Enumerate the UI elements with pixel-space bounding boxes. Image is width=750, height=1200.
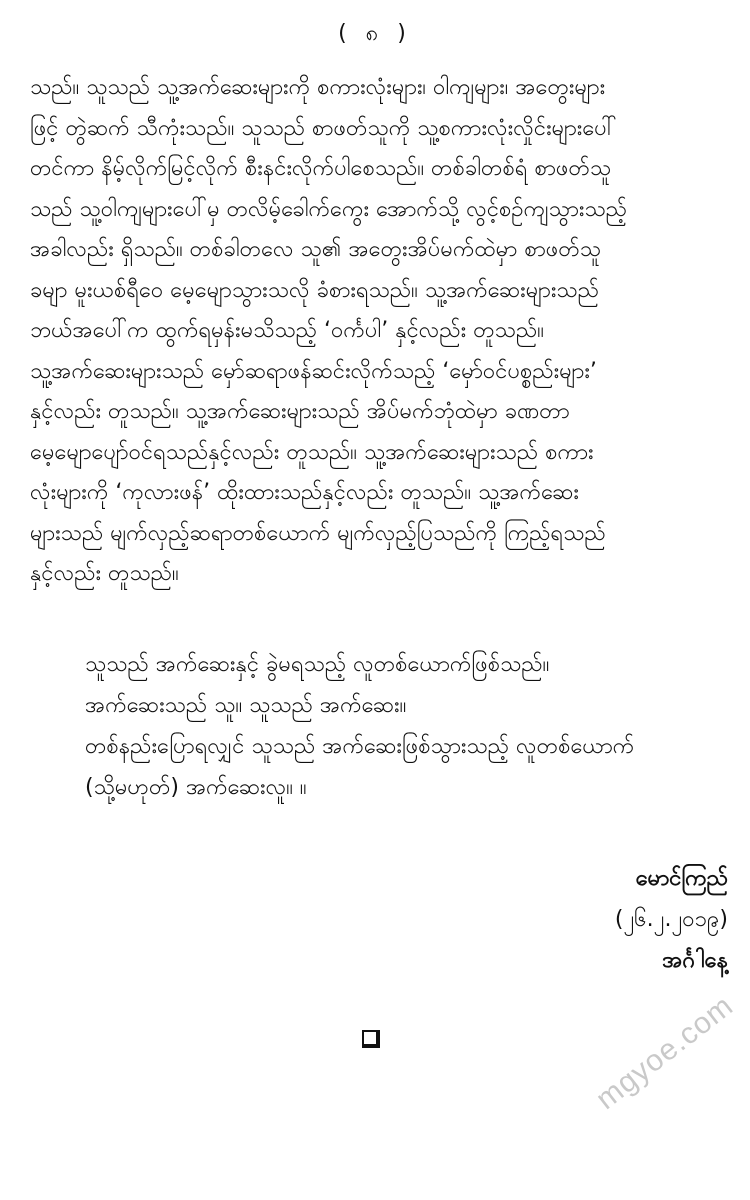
body-line: သည် သူ့ဝါကျများပေါ်မှ တလိမ့်ခေါက်ကွေး အောက်သို့ လွင့်စဉ်ကျသွားသည့် — [30, 196, 628, 222]
body-line: တင်ကာ နိမ့်လိုက်မြင့်လိုက် စီးနင်းလိုက်ပါစေသည်။ တစ်ခါတစ်ရံ စာဖတ်သူ — [30, 156, 612, 181]
signature-date: (၂၆.၂.၂၀၁၉) — [614, 907, 728, 932]
body-line: နှင့်လည်း တူသည်။ — [30, 561, 179, 586]
body-line: ဖြင့် တွဲဆက် သီကုံးသည်။ သူသည် စာဖတ်သူကို သူ့စကားလုံးလှိုင်းများပေါ် — [30, 115, 617, 141]
body-line: ခမျာ မူးယစ်ရီဝေ မေ့မျောသွားသလို ခံစားရသည်။ သူ့အက်ဆေးများသည် — [30, 277, 599, 303]
body-line: အခါလည်း ရှိသည်။ တစ်ခါတလေ သူ၏ အတွေးအိပ်မက်ထဲမှာ စာဖတ်သူ — [30, 237, 602, 262]
body-line: သူ့အက်ဆေးများသည် မှော်ဆရာဖန်ဆင်းလိုက်သည့် ‘မှော်ဝင်ပစ္စည်းများ’ — [30, 358, 597, 384]
verse-line: (သို့မဟုတ်) အက်ဆေးလူ။ ။ — [85, 775, 307, 800]
verse-line: တစ်နည်းပြောရလျှင် သူသည် အက်ဆေးဖြစ်သွားသည့် လူတစ်ယောက် — [85, 734, 635, 759]
body-line: နှင့်လည်း တူသည်။ သူ့အက်ဆေးများသည် အိပ်မက်ဘုံထဲမှာ ခဏတာ — [30, 399, 570, 424]
body-line: များသည် မျက်လှည့်ဆရာတစ်ယောက် မျက်လှည့်ပြသည်ကို ကြည့်ရသည် — [30, 520, 606, 546]
signature-day: အင်္ဂါနေ့ — [662, 948, 728, 973]
verse-line: အက်ဆေးသည် သူ။ သူသည် အက်ဆေး။ — [85, 693, 407, 718]
verse-line: သူသည် အက်ဆေးနှင့် ခွဲမရသည့် လူတစ်ယောက်ဖြစ်သည်။ — [85, 652, 550, 677]
body-line: သည်။ သူသည် သူ့အက်ဆေးများကို စကားလုံးများ၊ ဝါကျများ၊ အတွေးများ — [30, 75, 606, 100]
watermark: mgyoe.com — [590, 988, 740, 1117]
body-line: ဘယ်အပေါ်က ထွက်ရမှန်းမသိသည့် ‘ဝင်္ကပါ’ နှင့်လည်း တူသည်။ — [30, 318, 544, 343]
author-name: မောင်ကြည် — [635, 866, 728, 891]
body-line: လုံးများကို ‘ကုလားဖန်’ ထိုးထားသည်နှင့်လည်း တူသည်။ သူ့အက်ဆေး — [30, 480, 580, 505]
signature-block — [615, 858, 728, 981]
page-number: ( ၈ ) — [338, 21, 412, 46]
indented-verse — [85, 644, 725, 808]
body-paragraph — [30, 68, 726, 595]
end-of-section-icon — [362, 1030, 380, 1048]
body-line: မေ့မျောပျော်ဝင်ရသည်နှင့်လည်း တူသည်။ သူ့အက်ဆေးများသည် စကား — [30, 439, 594, 465]
